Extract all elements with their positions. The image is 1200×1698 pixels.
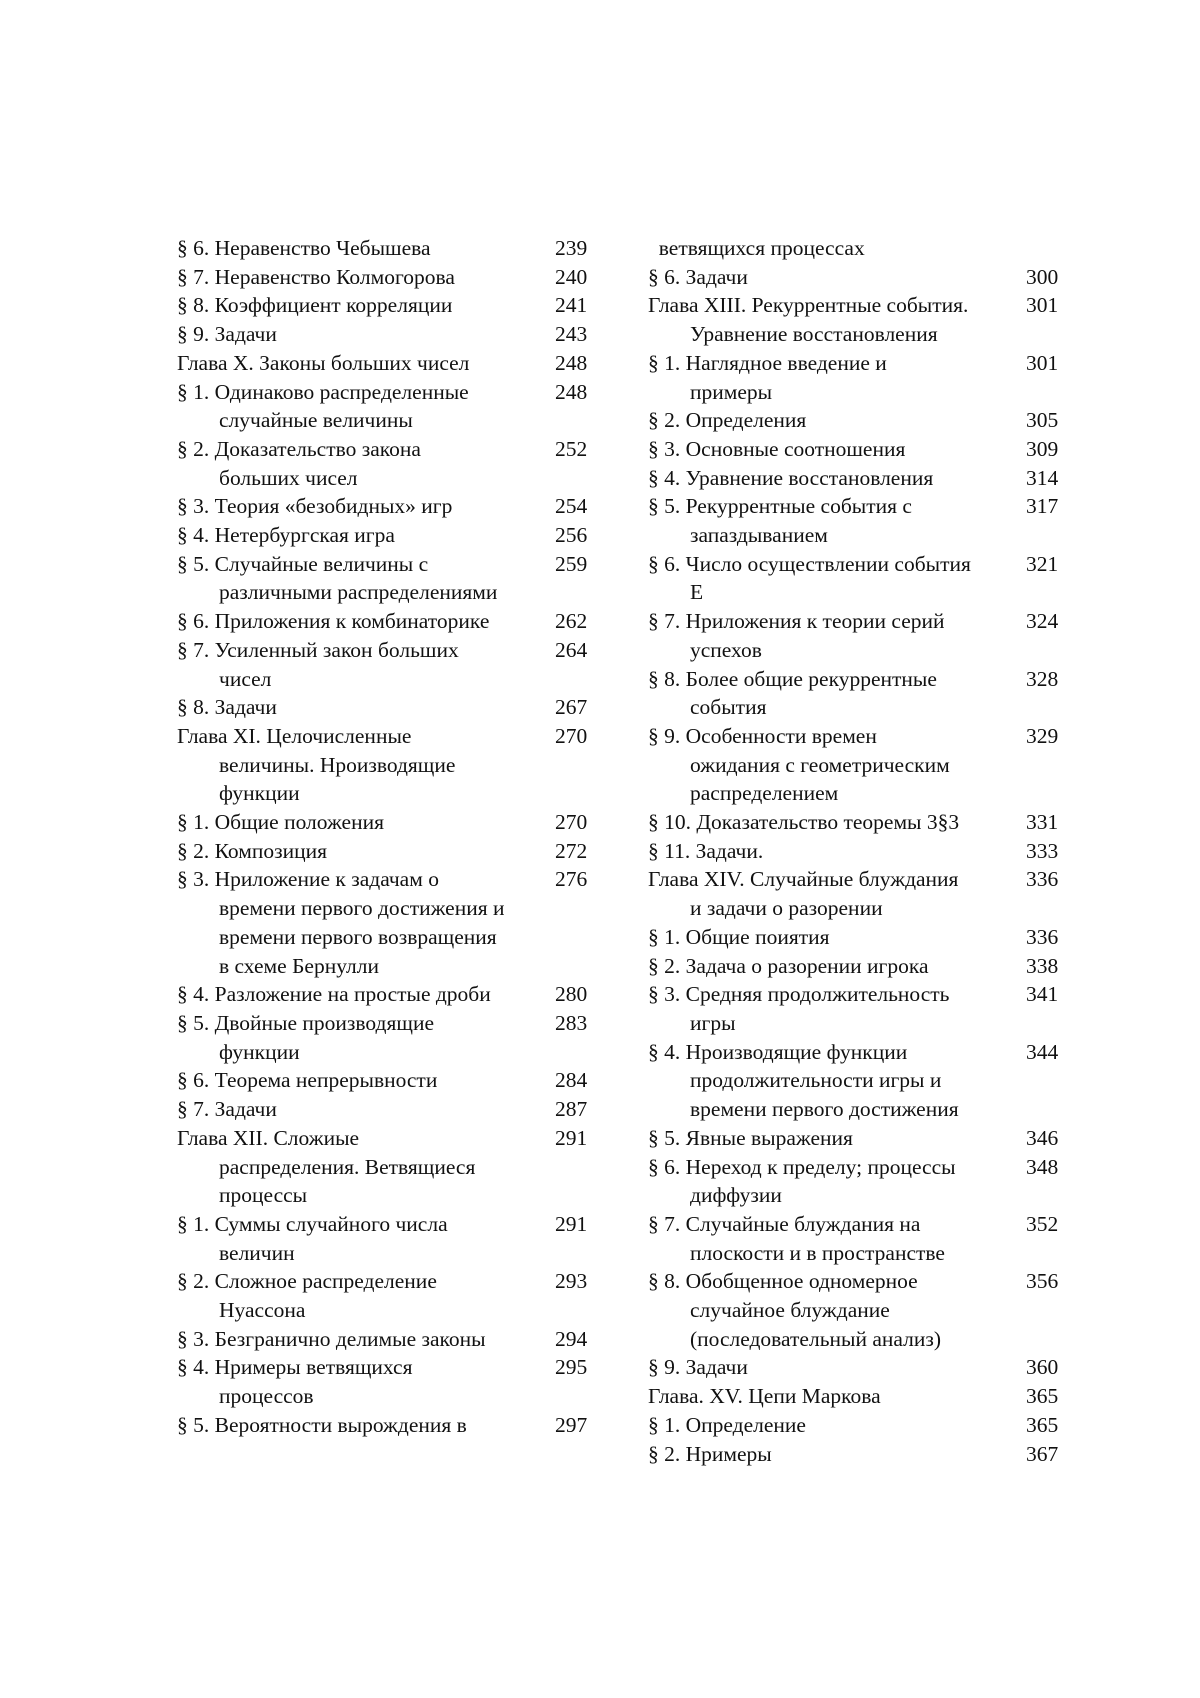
toc-entry-page: 254 [555, 494, 588, 519]
toc-entry [177, 837, 595, 866]
toc-entry-page: 341 [1026, 982, 1059, 1007]
toc-entry-page: 252 [555, 436, 588, 461]
toc-entry [648, 952, 1066, 981]
toc-entry [648, 1382, 1066, 1411]
toc-right-column [648, 234, 1066, 1468]
toc-entry [177, 435, 595, 492]
toc-entry [177, 980, 595, 1009]
toc-entry-page: 248 [555, 379, 588, 404]
toc-entry-page: 301 [1026, 293, 1059, 318]
toc-entry-title: § 2. Задача о разорении игрока [648, 953, 929, 978]
toc-entry [648, 492, 1066, 549]
toc-entry [177, 1009, 595, 1066]
toc-entry [177, 263, 595, 292]
toc-entry-title: § 1. Общие положения [177, 810, 385, 835]
toc-entry-title: § 5. Двойные производящие функции [177, 1010, 434, 1064]
toc-entry-page: 293 [555, 1269, 588, 1294]
toc-entry-page: 276 [555, 867, 588, 892]
toc-entry [177, 234, 595, 263]
toc-entry-title: § 2. Определения [648, 408, 807, 433]
toc-entry-title: § 4. Уравнение восстановления [648, 465, 934, 490]
toc-entry-page: 270 [555, 723, 588, 748]
toc-entry-page: 352 [1026, 1211, 1059, 1236]
toc-entry [177, 349, 595, 378]
toc-entry-page: 328 [1026, 666, 1059, 691]
toc-entry-title: § 3. Теория «безобидных» игр [177, 494, 453, 519]
toc-entry-title: § 3. Нриложение к задачам о времени первого достижения и времени первого возвращения в схеме Бернулли [177, 867, 505, 978]
toc-entry-title: § 7. Случайные блуждания на плоскости и в пространстве [648, 1211, 945, 1265]
toc-entry [177, 1411, 595, 1440]
toc-entry-page: 295 [555, 1355, 588, 1380]
toc-entry [648, 550, 1066, 607]
toc-entry-page: 301 [1026, 350, 1059, 375]
toc-entry-page: 344 [1026, 1039, 1059, 1064]
toc-entry-page: 324 [1026, 609, 1059, 634]
toc-entry-page: 321 [1026, 551, 1059, 576]
toc-entry-title: § 5. Явные выражения [648, 1125, 853, 1150]
toc-entry [648, 1267, 1066, 1353]
toc-entry [648, 1353, 1066, 1382]
toc-entry-title: § 6. Задачи [648, 264, 748, 289]
toc-entry-page: 300 [1026, 264, 1059, 289]
toc-entry-page: 331 [1026, 810, 1059, 835]
toc-entry [177, 607, 595, 636]
toc-entry [177, 291, 595, 320]
toc-entry [177, 320, 595, 349]
toc-entry-page: 280 [555, 982, 588, 1007]
toc-entry-page: 267 [555, 695, 588, 720]
toc-entry-title: § 2. Сложное распределение Нуассона [177, 1269, 437, 1323]
toc-entry [177, 1325, 595, 1354]
toc-left-column [177, 234, 595, 1440]
toc-entry-title: § 6. Теорема непрерывности [177, 1068, 438, 1093]
toc-entry [177, 693, 595, 722]
toc-entry-title: § 11. Задачи. [648, 838, 764, 863]
toc-entry-title: § 4. Нримеры ветвящихся процессов [177, 1355, 413, 1409]
toc-entry-title: § 1. Определение [648, 1412, 806, 1437]
toc-entry-title: Глава X. Законы больших чисел [177, 350, 470, 375]
toc-entry-page: 256 [555, 523, 588, 548]
toc-entry-page: 291 [555, 1125, 588, 1150]
toc-entry [648, 234, 1066, 263]
toc-entry-title: § 2. Композиция [177, 838, 327, 863]
toc-entry [177, 1124, 595, 1210]
toc-entry-title: § 8. Обобщенное одномерное случайное блуждание (последовательный анализ) [648, 1269, 941, 1351]
toc-entry-title: § 7. Нриложения к теории серий успехов [648, 609, 945, 662]
toc-entry [177, 1353, 595, 1410]
toc-entry-title: § 4. Нроизводящие функции продолжительности игры и времени первого достижения [648, 1039, 959, 1122]
toc-entry [648, 837, 1066, 866]
toc-entry [648, 464, 1066, 493]
toc-entry [648, 435, 1066, 464]
toc-entry-title: Глава. XV. Цепи Маркова [648, 1384, 881, 1409]
toc-entry [177, 865, 595, 980]
toc-entry [177, 808, 595, 837]
toc-entry-page: 262 [555, 609, 588, 634]
toc-entry-page: 329 [1026, 723, 1059, 748]
toc-entry-title: § 5. Вероятности вырождения в [177, 1412, 467, 1437]
toc-entry-page: 365 [1026, 1412, 1059, 1437]
toc-entry-page: 272 [555, 838, 588, 863]
toc-entry-page: 356 [1026, 1269, 1059, 1294]
toc-entry-title: § 1. Общие поиятия [648, 924, 830, 949]
toc-entry [177, 1210, 595, 1267]
toc-entry-page: 333 [1026, 838, 1059, 863]
toc-entry-title: § 7. Задачи [177, 1097, 277, 1122]
toc-entry-page: 360 [1026, 1355, 1059, 1380]
toc-entry-page: 346 [1026, 1125, 1059, 1150]
toc-entry-title: § 9. Задачи [648, 1355, 748, 1380]
toc-entry-title: § 3. Средняя продолжительность игры [648, 982, 950, 1035]
toc-entry-page: 241 [555, 293, 588, 318]
toc-entry-page: 367 [1026, 1441, 1059, 1466]
toc-entry [648, 980, 1066, 1037]
toc-entry-page: 264 [555, 637, 588, 662]
toc-entry-title: ветвящихся процессах [648, 236, 865, 260]
toc-entry-title: § 6. Приложения к комбинаторике [177, 609, 490, 634]
toc-entry-page: 287 [555, 1097, 588, 1122]
toc-entry [177, 636, 595, 693]
toc-entry-title: § 2. Нримеры [648, 1441, 772, 1466]
toc-entry [177, 1267, 595, 1324]
toc-entry-page: 294 [555, 1326, 588, 1351]
toc-entry-title: § 1. Наглядное введение и примеры [648, 350, 887, 404]
toc-entry-title: § 8. Задачи [177, 695, 277, 720]
toc-entry [177, 1066, 595, 1095]
toc-entry-title: § 2. Доказательство закона больших чисел [177, 436, 421, 490]
toc-entry [648, 1153, 1066, 1210]
toc-entry-title: § 7. Усиленный закон больших чисел [177, 637, 459, 691]
toc-entry-title: § 7. Неравенство Колмогорова [177, 264, 455, 289]
toc-entry-title: § 3. Безгранично делимые законы [177, 1326, 486, 1351]
toc-entry [648, 1440, 1066, 1469]
toc-entry-page: 270 [555, 810, 588, 835]
toc-entry-title: § 9. Задачи [177, 322, 277, 347]
toc-entry [177, 492, 595, 521]
toc-entry-title: § 5. Рекуррентные события с запаздыванием [648, 494, 912, 548]
toc-entry-page: 297 [555, 1412, 588, 1437]
toc-entry [177, 550, 595, 607]
toc-entry [177, 378, 595, 435]
toc-entry [648, 1124, 1066, 1153]
toc-entry [648, 349, 1066, 406]
toc-entry-page: 243 [555, 322, 588, 347]
toc-entry [648, 722, 1066, 808]
toc-entry-title: § 5. Случайные величины с различными распределениями [177, 551, 498, 605]
toc-entry-page: 314 [1026, 465, 1059, 490]
toc-entry-title: § 6. Число осуществлении события Е [648, 551, 971, 605]
toc-entry [648, 406, 1066, 435]
toc-entry-title: § 6. Неравенство Чебышева [177, 236, 431, 260]
toc-entry [648, 291, 1066, 348]
toc-entry-title: § 1. Суммы случайного числа величин [177, 1211, 448, 1265]
toc-entry [648, 923, 1066, 952]
toc-entry-page: 284 [555, 1068, 588, 1093]
toc-entry [648, 808, 1066, 837]
toc-entry-title: § 10. Доказательство теоремы 3§3 [648, 810, 960, 835]
toc-entry [648, 865, 1066, 922]
toc-entry [648, 263, 1066, 292]
toc-entry [648, 607, 1066, 664]
toc-entry-page: 291 [555, 1211, 588, 1236]
toc-entry-title: § 4. Разложение на простые дроби [177, 982, 491, 1007]
toc-entry-page: 259 [555, 551, 588, 576]
toc-entry-page: 305 [1026, 408, 1059, 433]
toc-entry-page: 248 [555, 350, 588, 375]
toc-entry-page: 309 [1026, 436, 1059, 461]
toc-entry-title: § 4. Нетербургская игра [177, 523, 395, 548]
toc-entry [177, 1095, 595, 1124]
toc-entry-title: Глава XII. Сложиые распределения. Ветвящиеся процессы [177, 1125, 476, 1208]
toc-entry-page: 283 [555, 1010, 588, 1035]
toc-entry-title: § 9. Особенности времен ожидания с геометрическим распределением [648, 723, 950, 806]
toc-entry-page: 239 [555, 236, 588, 260]
toc-entry-page: 338 [1026, 953, 1059, 978]
toc-entry-page: 336 [1026, 867, 1059, 892]
toc-entry [648, 1411, 1066, 1440]
toc-entry [177, 722, 595, 808]
toc-entry [177, 521, 595, 550]
toc-entry-title: § 8. Более общие рекуррентные события [648, 666, 937, 720]
toc-entry-page: 365 [1026, 1384, 1059, 1409]
toc-entry [648, 1210, 1066, 1267]
toc-entry-title: Глава XIII. Рекуррентные события. Уравнение восстановления [648, 293, 969, 347]
toc-entry-page: 336 [1026, 924, 1059, 949]
toc-entry-title: § 6. Нереход к пределу; процессы диффузии [648, 1154, 956, 1208]
toc-entry-title: § 1. Одинаково распределенные случайные величины [177, 379, 469, 433]
toc-entry-title: Глава XIV. Случайные блуждания и задачи о разорении [648, 867, 959, 921]
toc-entry-page: 317 [1026, 494, 1059, 519]
toc-entry-title: § 3. Основные соотношения [648, 436, 906, 461]
toc-entry-page: 348 [1026, 1154, 1059, 1179]
toc-entry-title: § 8. Коэффициент корреляции [177, 293, 453, 318]
toc-entry-page: 240 [555, 264, 588, 289]
toc-entry-title: Глава XI. Целочисленные величины. Нроизводящие функции [177, 723, 456, 806]
toc-entry [648, 1038, 1066, 1124]
toc-entry [648, 665, 1066, 722]
